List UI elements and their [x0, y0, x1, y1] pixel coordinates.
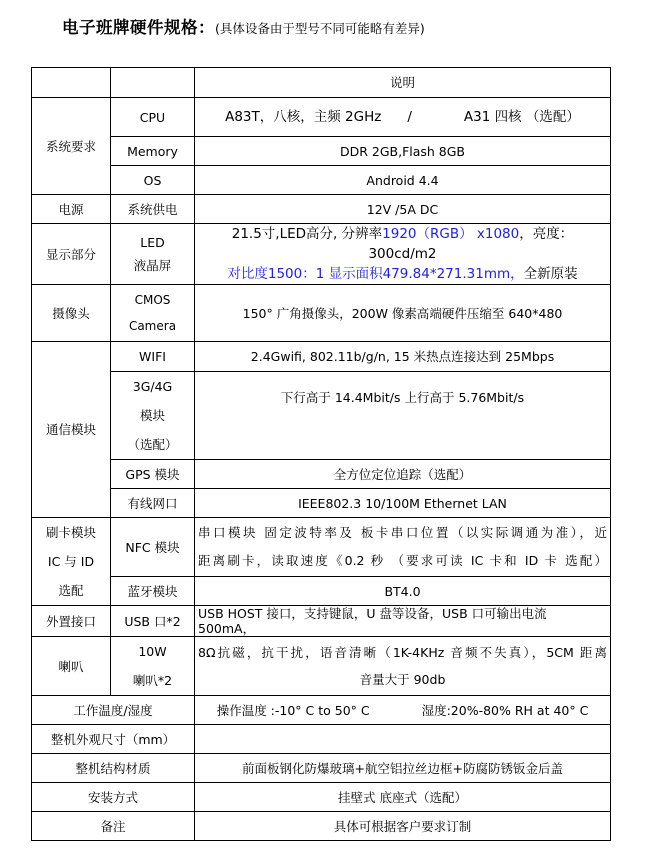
- cpu-a: A83T，八核，主频 2GHz: [225, 108, 382, 125]
- contrast-highlight: 对比度1500：1 显示面积479.84*271.31mm，: [227, 266, 524, 282]
- value-lan: IEEE802.3 10/100M Ethernet LAN: [195, 489, 611, 518]
- value-temp: 操作温度 :-10° C to 50° C 湿度:20%-80% RH at 40° C: [195, 696, 611, 725]
- label-camera: CMOS Camera: [111, 285, 195, 342]
- value-memory: DDR 2GB,Flash 8GB: [195, 137, 611, 166]
- row-3g4g: [32, 372, 611, 460]
- label-lan: 有线网口: [111, 489, 195, 518]
- label-nfc: NFC 模块: [111, 518, 195, 577]
- spec-heading: [62, 14, 425, 38]
- value-install: 挂壁式 底座式（选配）: [195, 783, 611, 812]
- row-memory: [32, 137, 611, 166]
- row-wifi: [32, 342, 611, 372]
- row-power: [32, 195, 611, 224]
- value-gps: 全方位定位追踪（选配）: [195, 460, 611, 489]
- label-power: 系统供电: [111, 195, 195, 224]
- row-cpu: [32, 98, 611, 137]
- header-row: [32, 68, 611, 98]
- cat-material: 整机结构材质: [32, 754, 195, 783]
- label-ports: USB 口*2: [111, 606, 195, 637]
- cat-power: 电源: [32, 195, 111, 224]
- value-os: Android 4.4: [195, 166, 611, 195]
- row-remark: [32, 812, 611, 841]
- value-size: [195, 725, 611, 754]
- resolution-highlight: 1920（RGB） x1080: [382, 226, 520, 242]
- header-empty: [32, 68, 111, 98]
- display-line-2: 对比度1500：1 显示面积479.84*271.31mm，全新原装: [227, 266, 578, 282]
- row-material: [32, 754, 611, 783]
- cat-card: 刷卡模块 IC 与 ID 选配: [32, 518, 111, 606]
- value-bt: BT4.0: [195, 577, 611, 606]
- row-os: [32, 166, 611, 195]
- row-camera: [32, 285, 611, 342]
- label-display-1: LED: [140, 235, 165, 250]
- value-cpu: [195, 98, 611, 137]
- display-line-1: 21.5寸,LED高分, 分辨率1920（RGB） x1080，亮度：300cd/m2: [231, 226, 574, 262]
- label-cpu: CPU: [111, 98, 195, 137]
- value-wifi: 2.4Gwifi, 802.11b/g/n, 15 米热点连接达到 25Mbps: [195, 342, 611, 372]
- row-ports: [32, 606, 611, 637]
- cpu-sep: /: [407, 108, 412, 125]
- value-camera: 150° 广角摄像头，200W 像素高端硬件压缩至 640*480: [195, 285, 611, 342]
- value-power: 12V /5A DC: [195, 195, 611, 224]
- cat-system: 系统要求: [32, 98, 111, 195]
- cat-install: 安装方式: [32, 783, 195, 812]
- cat-display: 显示部分: [32, 224, 111, 285]
- row-speaker: [32, 637, 611, 696]
- label-os: OS: [111, 166, 195, 195]
- spec-table: [31, 67, 611, 841]
- label-gps: GPS 模块: [111, 460, 195, 489]
- value-display: [195, 224, 611, 285]
- row-lan: [32, 489, 611, 518]
- cat-ports: 外置接口: [32, 606, 111, 637]
- row-display: [32, 224, 611, 285]
- value-speaker: 8Ω抗磁，抗干扰，语音清晰（1K-4KHz 音频不失真），5CM 距离 音量大于 90db: [195, 637, 611, 696]
- row-temp: [32, 696, 611, 725]
- value-3g4g: 下行高于 14.4Mbit/s 上行高于 5.76Mbit/s: [195, 372, 611, 460]
- label-display: [111, 224, 195, 285]
- label-bt: 蓝牙模块: [111, 577, 195, 606]
- cat-remark: 备注: [32, 812, 195, 841]
- label-display-2: 液晶屏: [133, 258, 172, 273]
- cat-speaker: 喇叭: [32, 637, 111, 696]
- cpu-b: A31 四核 （选配）: [463, 108, 580, 125]
- cat-size: 整机外观尺寸（mm）: [32, 725, 195, 754]
- row-install: [32, 783, 611, 812]
- heading-title: 电子班牌硬件规格：: [62, 18, 215, 37]
- label-3g4g: 3G/4G 模块 （选配）: [111, 372, 195, 460]
- value-ports: USB HOST 接口，支持键鼠，U 盘等设备，USB 口可输出电流 500mA，: [195, 606, 611, 637]
- cat-camera: 摄像头: [32, 285, 111, 342]
- row-gps: [32, 460, 611, 489]
- row-nfc: [32, 518, 611, 577]
- label-wifi: WIFI: [111, 342, 195, 372]
- cat-comm: 通信模块: [32, 342, 111, 518]
- row-bt: [32, 577, 611, 606]
- value-nfc: 串口模块 固定波特率及 板卡串口位置（以实际调通为准），近 距离刷卡，读取速度《0.2 秒 （要求可读 IC 卡和 ID 卡 选配）: [195, 518, 611, 577]
- cat-temp: 工作温度/湿度: [32, 696, 195, 725]
- heading-note: (具体设备由于型号不同可能略有差异): [215, 21, 425, 36]
- row-size: [32, 725, 611, 754]
- label-memory: Memory: [111, 137, 195, 166]
- value-material: 前面板钢化防爆玻璃+航空铝拉丝边框+防腐防锈钣金后盖: [195, 754, 611, 783]
- label-speaker: 10W 喇叭*2: [111, 637, 195, 696]
- header-empty-2: [111, 68, 195, 98]
- value-remark: 具体可根据客户要求订制: [195, 812, 611, 841]
- header-desc: 说明: [195, 68, 611, 98]
